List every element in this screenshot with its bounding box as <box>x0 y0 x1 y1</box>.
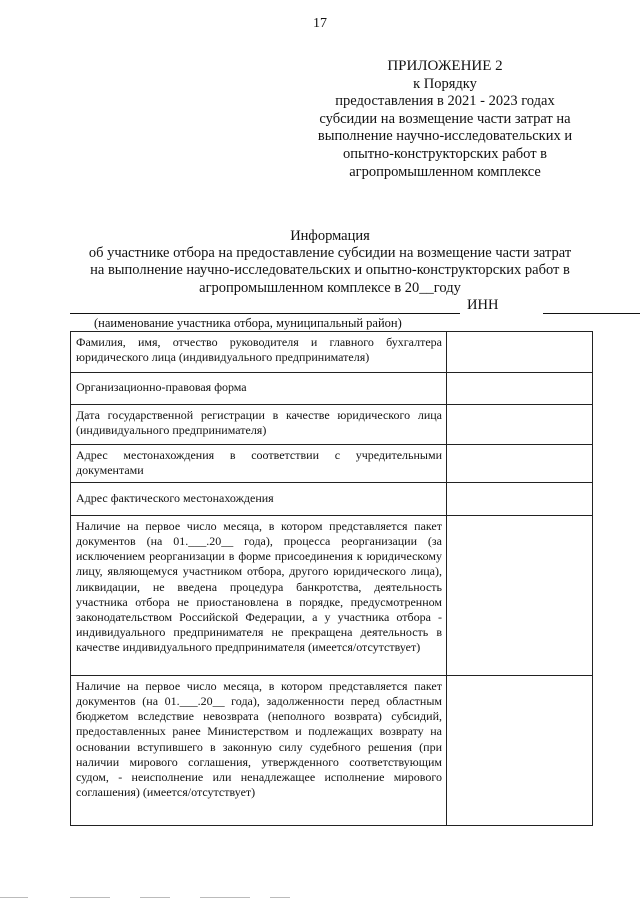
row-label: Фамилия, имя, отчество руководителя и главного бухгалтера юридического лица (индивидуального предпринимателя) <box>71 332 447 373</box>
row-label: Наличие на первое число месяца, в котором представляется пакет документов (на 01.___.20__ года), задолженности перед областным бюджетом вследствие невозврата (неполного возврата) субсидий, предоставленных ранее Министерством и подлежащих возврату на основании вступившего в законную силу судебного решения (при наличии мирового соглашения, утвержденного соответствующим судом, - неисполнение или ненадлежащее исполнение мирового соглашения) (имеется/отсутствует) <box>71 676 447 826</box>
appendix-line: выполнение научно-исследовательских и <box>317 128 573 145</box>
row-label: Дата государственной регистрации в качестве юридического лица (индивидуального предпринимателя) <box>71 405 447 445</box>
scan-artifact <box>270 897 290 898</box>
scan-artifact <box>140 897 170 898</box>
scan-artifact <box>70 897 110 898</box>
table-row <box>71 483 593 516</box>
table-row <box>71 445 593 483</box>
info-line: агропромышленном комплексе в 20__году <box>199 279 461 296</box>
table-row <box>71 332 593 373</box>
appendix-title: ПРИЛОЖЕНИЕ 2 <box>387 58 503 74</box>
appendix-line: агропромышленном комплексе <box>349 163 541 180</box>
appendix-header <box>300 58 590 181</box>
row-value[interactable] <box>447 516 593 676</box>
row-label: Наличие на первое число месяца, в котором представляется пакет документов (на 01.___.20__ года), процесса реорганизации (за исключением реорганизации в форме присоединения к юридическому лицу, являющемуся участником отбора, другого юридического лица), ликвидации, не введена процедура банкротства, деятельность участника отбора не приостановлена в порядке, предусмотренном законодательством Российской Федерации, а у участника отбора - индивидуального предпринимателя не прекращена деятельность в качестве индивидуального предпринимателя (имеется/отсутствует) <box>71 516 447 676</box>
page-number: 17 <box>313 16 327 31</box>
table-row <box>71 373 593 405</box>
info-heading <box>70 228 590 297</box>
scan-artifacts <box>0 895 640 901</box>
row-value[interactable] <box>447 676 593 826</box>
scan-artifact <box>200 897 250 898</box>
participant-name-caption: (наименование участника отбора, муниципальный район) <box>94 316 402 330</box>
info-line: об участнике отбора на предоставление субсидии на возмещение части затрат <box>88 245 572 262</box>
info-title: Информация <box>290 228 370 244</box>
appendix-line: субсидии на возмещение части затрат на <box>319 110 571 127</box>
table-row <box>71 405 593 445</box>
row-label: Организационно-правовая форма <box>71 373 447 405</box>
appendix-line: предоставления в 2021 - 2023 годах <box>335 93 555 110</box>
scan-artifact <box>0 897 28 898</box>
row-label: Адрес местонахождения в соответствии с учредительными документами <box>71 445 447 483</box>
table-row <box>71 676 593 826</box>
row-value[interactable] <box>447 373 593 405</box>
row-value[interactable] <box>447 483 593 516</box>
info-table <box>70 331 593 826</box>
info-line: на выполнение научно-исследовательских и опытно-конструкторских работ в <box>90 262 570 279</box>
participant-name-line <box>70 297 590 317</box>
appendix-line: к Порядку <box>413 75 477 92</box>
appendix-line: опытно-конструкторских работ в <box>342 145 548 162</box>
participant-name-field[interactable] <box>70 313 460 314</box>
row-value[interactable] <box>447 332 593 373</box>
inn-field[interactable] <box>543 313 640 314</box>
row-value[interactable] <box>447 445 593 483</box>
row-value[interactable] <box>447 405 593 445</box>
inn-label: ИНН <box>467 297 499 313</box>
table-row <box>71 516 593 676</box>
row-label: Адрес фактического местонахождения <box>71 483 447 516</box>
